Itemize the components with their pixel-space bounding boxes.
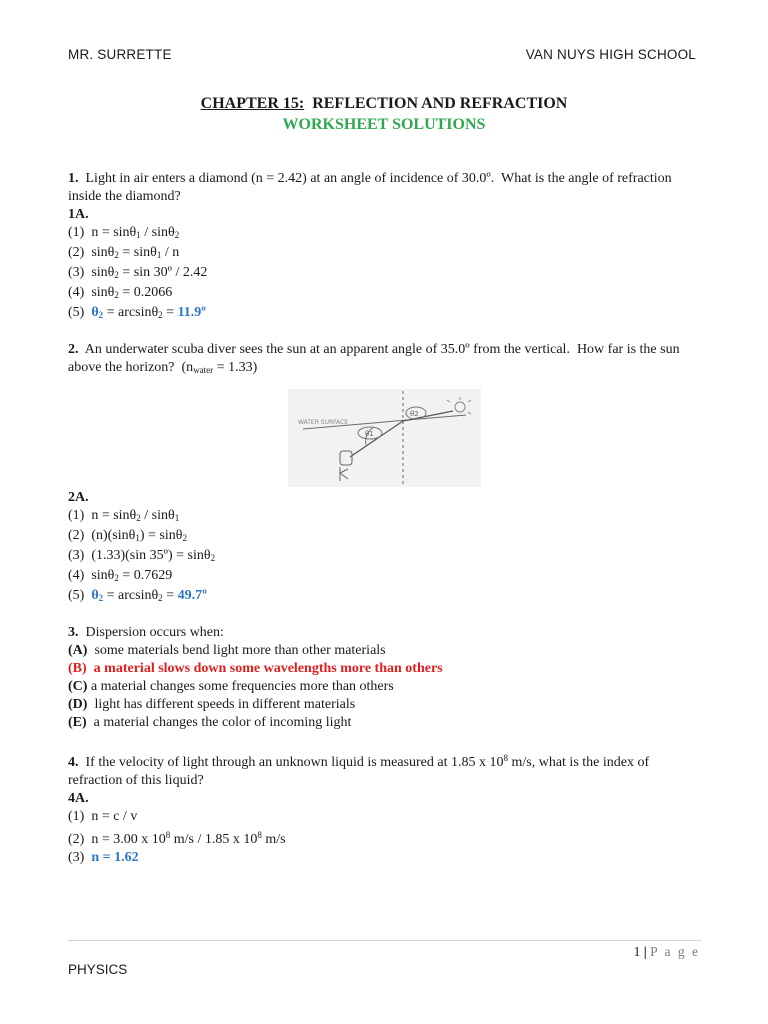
- solution-step: [68, 507, 704, 527]
- solution-step: [68, 304, 704, 324]
- subscript: 2: [158, 593, 163, 603]
- final-answer: 49.7º: [177, 588, 207, 603]
- header-teacher: MR. SURRETTE: [68, 47, 172, 62]
- superscript: 8: [165, 830, 171, 840]
- subscript: 2: [114, 250, 119, 260]
- theta-symbol: θ: [91, 588, 99, 603]
- solution-step: [68, 264, 704, 284]
- subscript: 2: [174, 230, 180, 240]
- subscript: 2: [158, 310, 163, 320]
- step-text: = sinθ: [118, 245, 157, 260]
- option-text: some materials bend light more than other materials: [87, 643, 386, 658]
- step-text: = sin 30º / 2.42: [118, 265, 208, 280]
- header-school: VAN NUYS HIGH SCHOOL: [525, 47, 696, 62]
- answer-label: 2A.: [68, 490, 89, 505]
- step-text: = arcsinθ: [103, 588, 159, 603]
- figure-container: [68, 379, 704, 489]
- option-text: light has different speeds in different materials: [87, 697, 356, 712]
- answer-label: 1A.: [68, 207, 89, 222]
- subscript: 2: [210, 553, 216, 563]
- subscript: 2: [182, 533, 187, 543]
- step-text: (5): [68, 588, 92, 603]
- step-text: (1) n = sinθ: [68, 508, 137, 523]
- step-text: =: [162, 588, 178, 603]
- question-number: 1.: [68, 171, 79, 186]
- subscript: 1: [136, 230, 141, 240]
- step-text: (3): [68, 850, 92, 865]
- step-text: / sinθ: [140, 225, 175, 240]
- question-number: 2.: [68, 342, 79, 357]
- theta-symbol: θ: [91, 305, 99, 320]
- page-number-value: 1: [633, 944, 641, 959]
- question-number: 3.: [68, 625, 79, 640]
- option-b-correct: [68, 660, 704, 678]
- question-2: [68, 341, 704, 379]
- superscript: 8: [257, 830, 262, 840]
- option-d: [68, 696, 704, 714]
- solution-step: [68, 587, 704, 607]
- question-text: An underwater scuba diver sees the sun at an apparent angle of 35.0º from the vertical. How far is the sun above the horizon? (n: [68, 342, 684, 375]
- solution-step: [68, 547, 704, 567]
- step-text: (4) sinθ: [68, 285, 115, 300]
- option-label: (B): [68, 661, 87, 676]
- solution-step: [68, 244, 704, 264]
- worksheet-body: [68, 170, 704, 867]
- step-text: (2) (n)(sinθ: [68, 528, 136, 543]
- refraction-diagram-svg: [288, 389, 481, 487]
- step-text: (2) sinθ: [68, 245, 115, 260]
- solution-step: [68, 849, 704, 867]
- step-text: (3) (1.33)(sin 35º) = sinθ: [68, 548, 211, 563]
- subscript: 2: [114, 270, 119, 280]
- step-text: (5): [68, 305, 92, 320]
- step-text: m/s: [261, 832, 286, 847]
- step-text: (2) n = 3.00 x 10: [68, 832, 166, 847]
- chapter-number: CHAPTER 15: [200, 95, 299, 112]
- solution-step: [68, 224, 704, 244]
- subscript: 2: [98, 593, 104, 603]
- step-text: (1) n = sinθ: [68, 225, 137, 240]
- solution-step: [68, 527, 704, 547]
- step-text: ) = sinθ: [139, 528, 183, 543]
- option-c: [68, 678, 704, 696]
- option-a: [68, 642, 704, 660]
- step-text: = arcsinθ: [103, 305, 159, 320]
- step-text: / n: [161, 245, 180, 260]
- question-1: [68, 170, 704, 206]
- figure-theta1: θ1: [365, 430, 374, 438]
- footer-divider: [68, 940, 702, 941]
- final-answer: n = 1.62: [91, 850, 139, 865]
- footer-subject: PHYSICS: [68, 962, 128, 977]
- subscript: 2: [114, 573, 119, 583]
- option-text: a material changes the color of incoming light: [86, 715, 352, 730]
- solution-step: (1) n = c / v: [68, 809, 138, 824]
- option-label: (E): [68, 715, 87, 730]
- option-label: (D): [68, 697, 88, 712]
- question-text: m/s, what is the index of refraction of this liquid?: [68, 755, 650, 788]
- title-colon: :: [298, 95, 305, 112]
- page-word: P a g e: [650, 944, 700, 959]
- superscript: 8: [503, 753, 508, 763]
- step-text: (3) sinθ: [68, 265, 115, 280]
- page-number: [634, 944, 700, 960]
- subscript: 1: [174, 513, 180, 523]
- question-3: [68, 624, 704, 642]
- final-answer: 11.9º: [177, 305, 206, 320]
- figure-label: WATER SURFACE: [298, 419, 349, 426]
- step-text: =: [162, 305, 178, 320]
- subscript: 2: [114, 290, 119, 300]
- page-separator: |: [640, 944, 651, 959]
- subscript: water: [193, 365, 214, 375]
- chapter-topic: REFLECTION AND REFRACTION: [304, 95, 568, 112]
- question-text: Dispersion occurs when:: [78, 625, 224, 640]
- solution-step: [68, 826, 704, 849]
- option-e: [68, 714, 704, 732]
- page-subtitle: WORKSHEET SOLUTIONS: [282, 116, 486, 133]
- question-4: [68, 749, 704, 790]
- subscript: 2: [98, 310, 104, 320]
- step-text: = 0.7629: [118, 568, 173, 583]
- question-text: Light in air enters a diamond (n = 2.42) at an angle of incidence of 30.0º. What is the angle of refraction inside the diamond?: [68, 171, 676, 204]
- step-text: / sinθ: [140, 508, 175, 523]
- option-text: a material changes some frequencies more than others: [87, 679, 394, 694]
- step-text: m/s / 1.85 x 10: [170, 832, 258, 847]
- step-text: (4) sinθ: [68, 568, 115, 583]
- subscript: 1: [135, 533, 140, 543]
- answer-label: 4A.: [68, 791, 89, 806]
- option-label: (C): [68, 679, 88, 694]
- option-text: a material slows down some wavelengths more than others: [86, 661, 443, 676]
- subscript: 2: [136, 513, 141, 523]
- question-text: If the velocity of light through an unknown liquid is measured at 1.85 x 10: [78, 755, 504, 770]
- question-number: 4.: [68, 755, 79, 770]
- step-text: = 0.2066: [118, 285, 173, 300]
- page-title: [0, 95, 768, 113]
- subscript: 1: [156, 250, 162, 260]
- refraction-sketch: [288, 389, 481, 487]
- solution-step: [68, 567, 704, 587]
- solution-step: [68, 284, 704, 304]
- option-label: (A): [68, 643, 88, 658]
- figure-theta2: θ2: [410, 410, 419, 418]
- question-text: = 1.33): [213, 360, 258, 375]
